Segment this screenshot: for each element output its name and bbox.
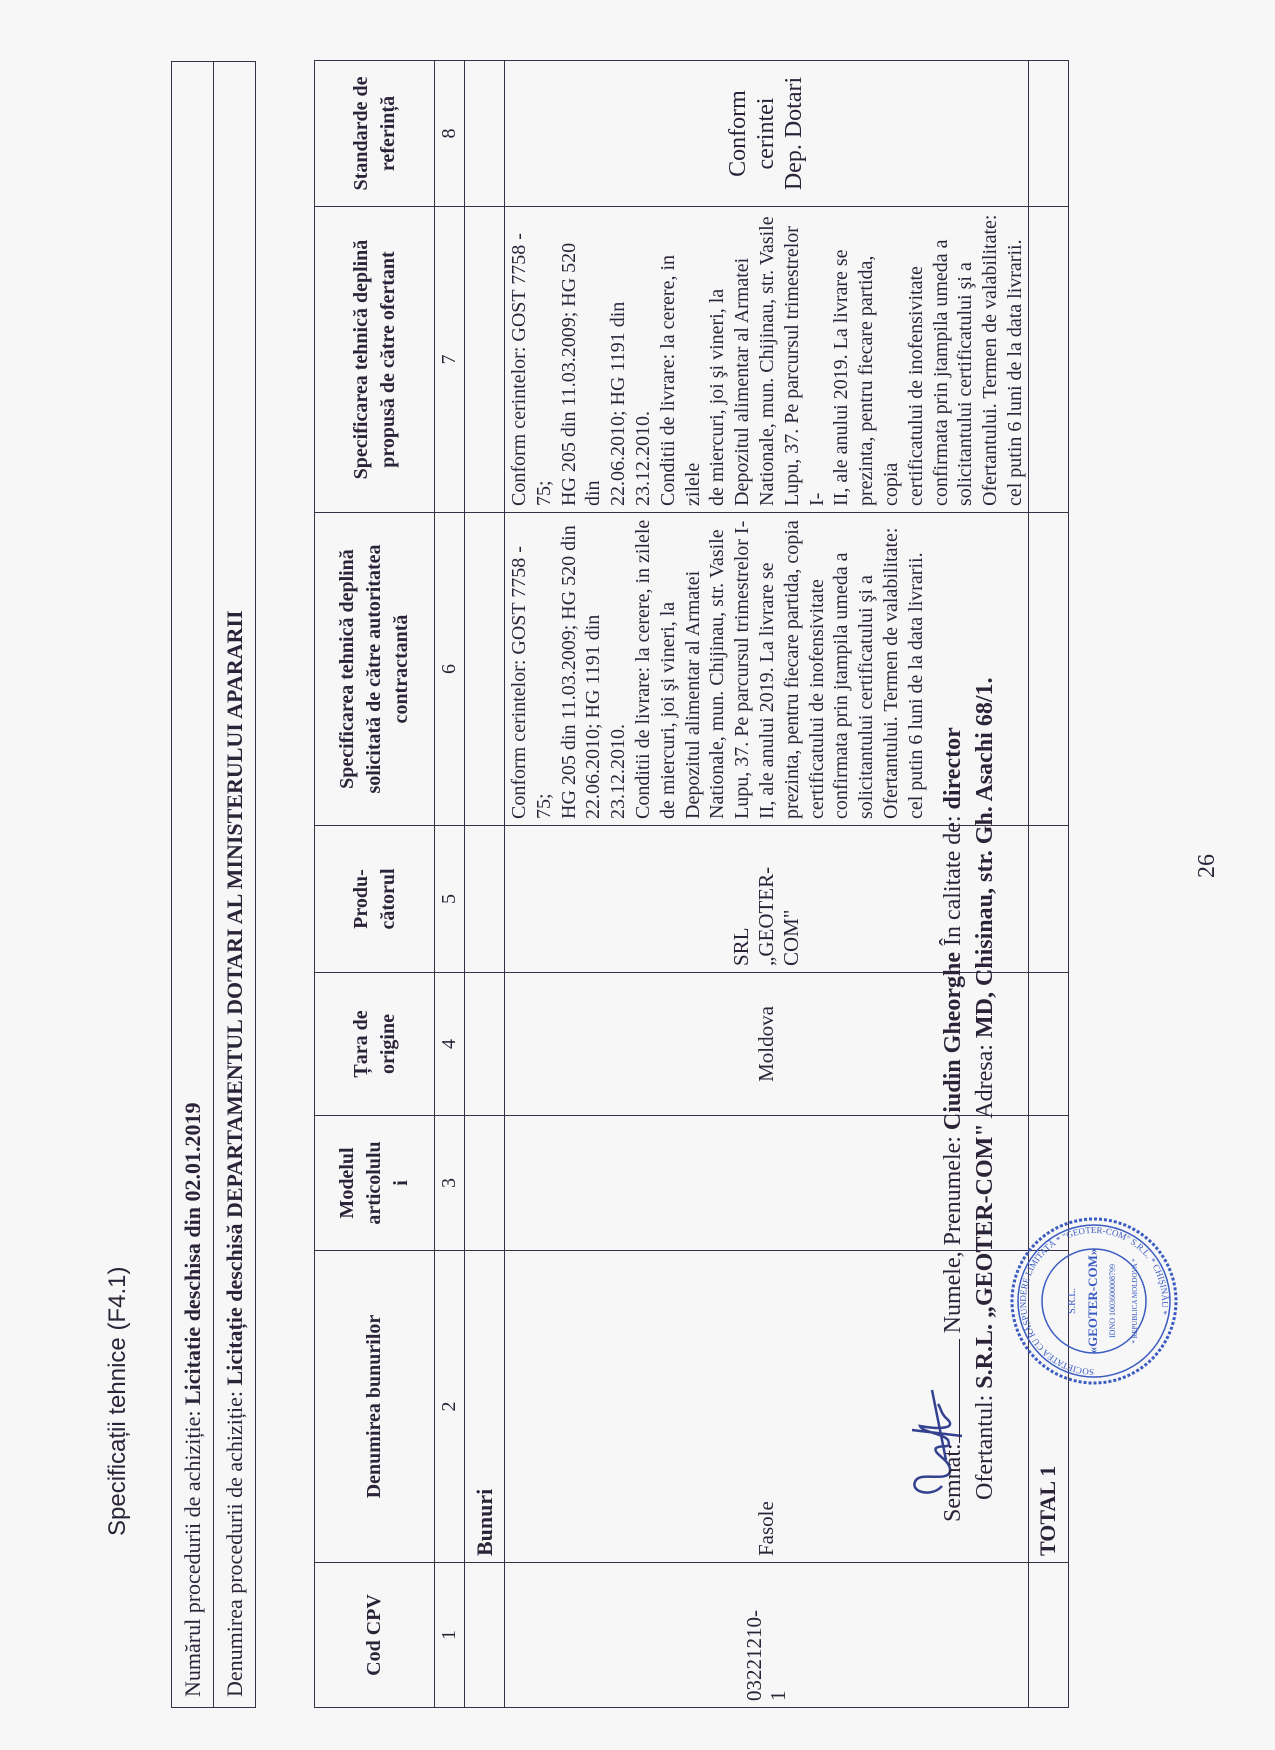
company-stamp <box>1009 1216 1179 1386</box>
col-header-standards: Standarde de referință <box>315 61 435 207</box>
form-title: Specificații tehnice (F4.1) <box>104 1266 131 1536</box>
col-header-spec-offered: Specificarea tehnică deplină propusă de către ofertant <box>315 207 435 513</box>
col-header-producer: Produ- cătorul <box>315 826 435 973</box>
col-header-cpv: Cod CPV <box>315 1563 435 1708</box>
procedure-number-label: Numărul procedurii de achiziție: <box>180 1405 205 1697</box>
signature-line-1 <box>940 727 967 1522</box>
stamp-country: * REPUBLICA MOLDOVA * <box>1131 1258 1139 1344</box>
section-row <box>465 61 505 1708</box>
stamp-srl: S.R.L. <box>1067 1288 1078 1314</box>
total-row <box>1028 61 1068 1708</box>
col-header-country: Țara de origine <box>315 973 435 1116</box>
cpv-code: 03221210- 1 <box>505 1563 1029 1708</box>
signed-label: Semnat: <box>940 1443 966 1522</box>
col-number: 5 <box>435 826 465 973</box>
column-number-row <box>435 61 465 1708</box>
country-of-origin: Moldova <box>505 973 1029 1116</box>
procedure-name-label: Denumirea procedurii de achiziție: <box>222 1385 247 1697</box>
address-value: MD, Chisinau, str. Gh. Asachi 68/1. <box>972 677 998 1039</box>
producer: SRL „GEOTER- COM" <box>505 826 1029 973</box>
col-header-model: Modelul articolulu i <box>315 1116 435 1251</box>
col-number: 6 <box>435 513 465 826</box>
section-label: Bunuri <box>465 1251 505 1563</box>
table-header-row <box>315 61 435 1708</box>
procedure-number-row <box>172 62 213 1707</box>
page-number: 26 <box>1194 854 1220 878</box>
col-number: 8 <box>435 61 465 207</box>
total-label: TOTAL 1 <box>1028 1251 1068 1563</box>
bidder-value: S.R.L. „GEOTER-COM" <box>972 1123 998 1389</box>
col-number: 1 <box>435 1563 465 1708</box>
spec-requested: Conform cerintelor: GOST 7758 - 75; HG 205 din 11.03.2009; HG 520 din 22.06.2010; HG 1191 din 23.12.2010. Conditii de livrare: la cerere, in zilele de miercuri, joi şi vineri, la Depozitul alimentar al Armatei Nationale, mun. Chijinau, str. Vasile Lupu, 37. Pe parcursul trimestrelor I- II, ale anului 2019. La livrare se prezinta, pentru fiecare partida, copia certificatului de inofensivitate confirmata prin jtampila umeda a solicitantului certificatului şi a Ofertantului. Termen de valabilitate: cel putin 6 luni de la data livrarii. <box>505 513 1029 826</box>
goods-name: Fasole <box>505 1251 1029 1563</box>
name-label: Numele, Prenumele: <box>940 1130 966 1334</box>
col-header-spec-requested: Specificarea tehnică deplină solicitată de către autoritatea contractantă <box>315 513 435 826</box>
col-number: 3 <box>435 1116 465 1251</box>
role-value: director <box>940 727 966 810</box>
procedure-number-value: Licitatie deschisa din 02.01.2019 <box>180 1102 205 1405</box>
col-number: 2 <box>435 1251 465 1563</box>
name-value: Ciudin Gheorghe <box>940 952 966 1131</box>
col-number: 4 <box>435 973 465 1116</box>
spec-offered: Conform cerintelor: GOST 7758 - 75; HG 205 din 11.03.2009; HG 520 din 22.06.2010; HG 1191 din 23.12.2010. Conditii de livrare: la cerere, in zilele de miercuri, joi şi vineri, la Depozitul alimentar al Armatei Nationale, mun. Chijinau, str. Vasile Lupu, 37. Pe parcursul trimestrelor I- II, ale anului 2019. La livrare se prezinta, pentru fiecare partida, copia certificatului de inofensivitate confirmata prin jtampila umeda a solicitantului certificatului şi a Ofertantului. Termen de valabilitate: cel putin 6 luni de la data livrarii. <box>505 207 1029 513</box>
empty-cell <box>1028 1563 1068 1708</box>
reference-standards: Conform cerintei Dep. Dotari <box>505 61 1029 207</box>
stamp-outer-text: SOCIETATEA CU RĂSPUNDERE LIMITATĂ * "GEOTER-COM" S.R.L. * CHIŞINĂU * <box>1017 1224 1171 1378</box>
stamp-company: «GEOTER-COM» <box>1085 1248 1100 1354</box>
col-number: 7 <box>435 207 465 513</box>
role-label: În calitate de: <box>940 809 966 953</box>
procedure-name-value: Licitație deschisă DEPARTAMENTUL DOTARI AL MINISTERULUI APARARII <box>222 610 247 1386</box>
col-header-name: Denumirea bunurilor <box>315 1251 435 1563</box>
empty-cell <box>465 1563 505 1708</box>
address-label: Adresa: <box>972 1038 998 1124</box>
procedure-name-row <box>213 62 255 1707</box>
bidder-label: Ofertantul: <box>972 1388 998 1500</box>
signature-line-2 <box>972 678 999 1500</box>
procedure-header-box <box>171 61 256 1708</box>
stamp-idno: IDNO 1003600008799 <box>1108 1264 1117 1338</box>
